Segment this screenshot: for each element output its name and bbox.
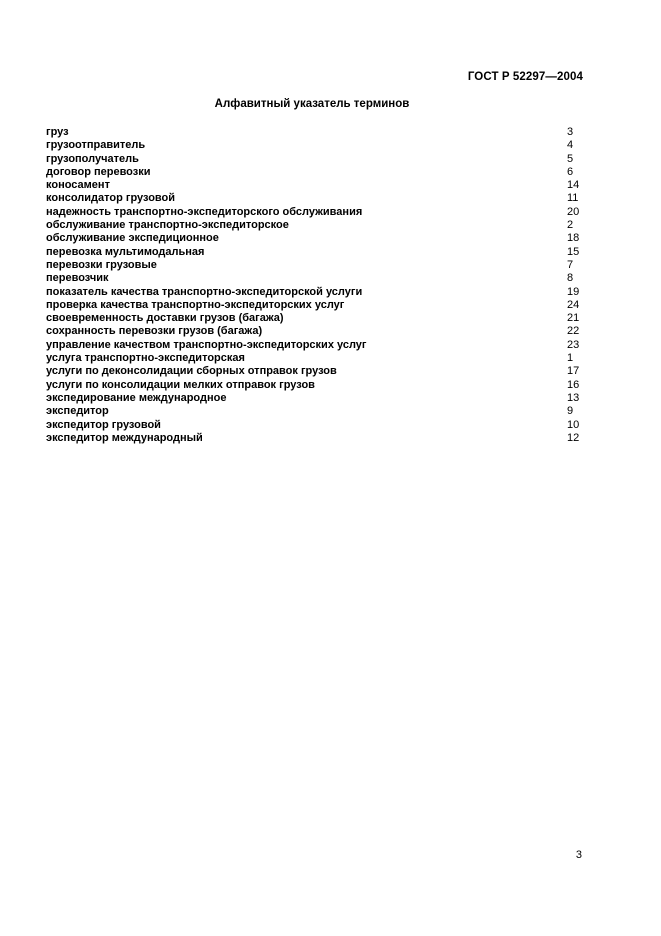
term-text: груз bbox=[46, 126, 69, 138]
term-row bbox=[46, 352, 578, 365]
document-code-header: ГОСТ Р 52297—2004 bbox=[467, 71, 583, 83]
term-text: экспедитор грузовой bbox=[46, 418, 161, 431]
term-text: договор перевозки bbox=[46, 165, 151, 178]
term-text: грузополучатель bbox=[46, 152, 139, 165]
term-number: 13 bbox=[567, 391, 580, 404]
term-row bbox=[46, 206, 578, 219]
term-text: надежность транспортно-экспедиторского обслуживания bbox=[46, 205, 363, 218]
term-text: коносамент bbox=[46, 179, 110, 192]
term-text: обслуживание экспедиционное bbox=[46, 232, 219, 245]
term-text: экспедитор bbox=[46, 405, 109, 418]
term-number: 1 bbox=[567, 352, 574, 365]
term-list bbox=[46, 126, 578, 445]
term-text: перевозка мультимодальная bbox=[46, 245, 205, 258]
term-row bbox=[46, 312, 578, 325]
term-text: перевозчик bbox=[46, 272, 109, 285]
term-text: обслуживание транспортно-экспедиторское bbox=[46, 219, 289, 232]
term-row bbox=[46, 379, 578, 392]
term-number: 7 bbox=[567, 258, 574, 271]
term-text: грузоотправитель bbox=[46, 139, 146, 152]
term-number: 6 bbox=[567, 165, 574, 178]
term-row bbox=[46, 246, 578, 259]
term-row bbox=[46, 325, 578, 338]
term-row bbox=[46, 139, 578, 152]
term-row bbox=[46, 166, 578, 179]
term-text: консолидатор грузовой bbox=[46, 192, 176, 205]
term-text: экспедирование международное bbox=[46, 391, 227, 404]
term-row bbox=[46, 286, 578, 299]
term-text: показатель качества транспортно-экспедиторской услуги bbox=[46, 285, 363, 298]
term-row bbox=[46, 153, 578, 166]
term-text: услуга транспортно-экспедиторская bbox=[46, 352, 245, 365]
term-row bbox=[46, 432, 578, 445]
term-number: 22 bbox=[567, 325, 580, 338]
term-number: 3 bbox=[567, 126, 574, 138]
term-number: 10 bbox=[567, 418, 580, 431]
term-number: 20 bbox=[567, 205, 580, 218]
term-text: услуги по консолидации мелких отправок грузов bbox=[46, 378, 315, 391]
term-number: 12 bbox=[567, 431, 580, 444]
term-number: 19 bbox=[567, 285, 580, 298]
term-number: 5 bbox=[567, 152, 574, 165]
term-number: 18 bbox=[567, 232, 580, 245]
term-number: 24 bbox=[567, 298, 580, 311]
page-number: 3 bbox=[575, 849, 582, 861]
index-title: Алфавитный указатель терминов bbox=[214, 98, 410, 110]
term-text: услуги по деконсолидации сборных отправок грузов bbox=[46, 365, 337, 378]
term-row bbox=[46, 219, 578, 232]
term-row bbox=[46, 365, 578, 378]
term-text: экспедитор международный bbox=[46, 431, 203, 444]
term-row bbox=[46, 259, 578, 272]
term-number: 11 bbox=[567, 192, 579, 205]
term-number: 15 bbox=[567, 245, 580, 258]
term-row bbox=[46, 179, 578, 192]
term-row bbox=[46, 192, 578, 205]
term-number: 21 bbox=[567, 312, 580, 325]
term-row bbox=[46, 299, 578, 312]
term-number: 9 bbox=[567, 405, 574, 418]
term-number: 4 bbox=[567, 139, 574, 152]
term-row bbox=[46, 126, 578, 139]
term-text: управление качеством транспортно-экспедиторских услуг bbox=[46, 338, 367, 351]
term-row bbox=[46, 232, 578, 245]
term-number: 8 bbox=[567, 272, 574, 285]
term-row bbox=[46, 419, 578, 432]
term-text: проверка качества транспортно-экспедиторских услуг bbox=[46, 298, 345, 311]
term-text: сохранность перевозки грузов (багажа) bbox=[46, 325, 263, 338]
term-number: 2 bbox=[567, 219, 574, 232]
term-text: своевременность доставки грузов (багажа) bbox=[46, 312, 284, 325]
term-row bbox=[46, 405, 578, 418]
term-row bbox=[46, 392, 578, 405]
term-row bbox=[46, 272, 578, 285]
term-number: 14 bbox=[567, 179, 580, 192]
term-number: 16 bbox=[567, 378, 580, 391]
term-number: 17 bbox=[567, 365, 580, 378]
term-text: перевозки грузовые bbox=[46, 258, 157, 271]
term-number: 23 bbox=[567, 338, 580, 351]
term-row bbox=[46, 339, 578, 352]
